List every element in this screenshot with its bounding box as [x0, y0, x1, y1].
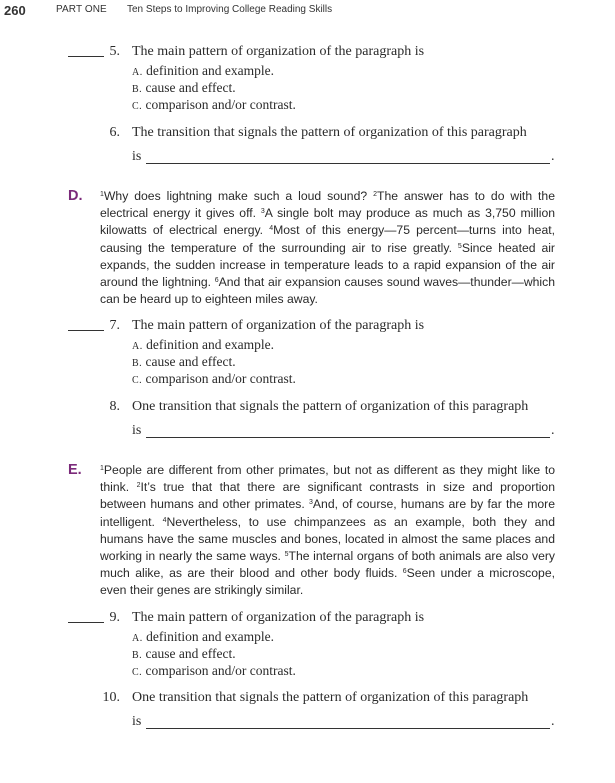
answer-line[interactable] — [146, 437, 550, 438]
sentence-number: 2 — [136, 482, 141, 490]
sentence: People are different from other primates, but not as different as they might like to think. — [100, 463, 555, 495]
sentence: Nevertheless, to use chimpanzees as an example, both they and humans have the same muscles and bones, located in almost the same places and working in nearly the same ways. — [100, 514, 555, 564]
section-d-label: D. — [68, 188, 83, 204]
option-c: C. comparison and/or contrast. — [132, 663, 296, 678]
option-c: C. comparison and/or contrast. — [132, 97, 296, 112]
question-text: The main pattern of organization of the paragraph is — [132, 44, 425, 59]
page-number: 260 — [4, 3, 26, 18]
part-label: PART ONE — [56, 4, 107, 15]
period: . — [551, 714, 555, 729]
question-text: The main pattern of organization of the paragraph is — [132, 318, 425, 333]
answer-line[interactable] — [146, 728, 550, 729]
is-label: is — [132, 149, 142, 164]
sentence: The answer has to do with the electrical energy it gives off. — [100, 189, 555, 221]
sentence: A single bolt may produce as much as 3,750 million kilowatts of electrical energy. — [100, 206, 555, 238]
is-label: is — [132, 423, 142, 438]
question-text: The transition that signals the pattern of organization of this paragraph — [132, 125, 527, 140]
sentence-number: 5 — [457, 242, 462, 250]
option-b: B. cause and effect. — [132, 354, 236, 369]
question-text: One transition that signals the pattern of organization of this paragraph — [132, 399, 529, 414]
option-a: A. definition and example. — [132, 629, 274, 644]
sentence-number: 6 — [402, 568, 407, 576]
section-e-label: E. — [68, 462, 82, 478]
section-e-paragraph — [100, 462, 555, 600]
sentence-number: 3 — [260, 208, 265, 216]
sentence: Since heated air expands, the sudden increase in temperature leads to a rapid expansion of the air around the lightning. — [100, 240, 555, 290]
period: . — [551, 423, 555, 438]
option-b: B. cause and effect. — [132, 646, 236, 661]
question-number: 5. — [109, 44, 120, 59]
page-header — [4, 3, 604, 19]
question-text: The main pattern of organization of the paragraph is — [132, 610, 425, 625]
question-text: One transition that signals the pattern of organization of this paragraph — [132, 690, 529, 705]
question-number: 8. — [109, 399, 120, 414]
sentence-number: 6 — [214, 277, 219, 285]
sentence: Seen under a microscope, even their genes are strikingly similar. — [100, 566, 555, 598]
sentence: And that air expansion causes sound waves—thunder—which can be heard up to eighteen miles away. — [100, 275, 555, 307]
sentence-number: 5 — [284, 551, 289, 559]
option-b: B. cause and effect. — [132, 80, 236, 95]
sentence-number: 1 — [100, 465, 104, 472]
sentence: And, of course, humans are by far the more intelligent. — [100, 497, 555, 529]
question-number: 9. — [109, 610, 120, 625]
option-c: C. comparison and/or contrast. — [132, 371, 296, 386]
question-number: 7. — [109, 318, 120, 333]
sentence: It’s true that that there are significant contrasts in size and proportion between humans and other primates. — [100, 480, 555, 512]
answer-line[interactable] — [146, 163, 550, 164]
option-a: A. definition and example. — [132, 63, 274, 78]
section-d-paragraph — [100, 188, 555, 308]
sentence-number: 3 — [309, 499, 313, 507]
sentence: Why does lightning make such a loud sound? — [103, 189, 374, 203]
question-number: 6. — [109, 125, 120, 140]
sentence: The internal organs of both animals are also very much alike, as are their blood and other body fluids. — [100, 549, 555, 581]
sentence-number: 1 — [100, 191, 104, 198]
sentence-number: 4 — [269, 225, 274, 233]
book-title: Ten Steps to Improving College Reading Skills — [127, 4, 333, 15]
sentence-number: 2 — [373, 191, 377, 198]
is-label: is — [132, 714, 142, 729]
question-number: 10. — [102, 690, 120, 705]
period: . — [551, 149, 555, 164]
sentence-number: 4 — [162, 516, 167, 524]
sentence: Most of this energy—75 percent—turns into heat, causing the temperature of the surrounding air to rise greatly. — [100, 223, 555, 255]
option-a: A. definition and example. — [132, 337, 274, 352]
